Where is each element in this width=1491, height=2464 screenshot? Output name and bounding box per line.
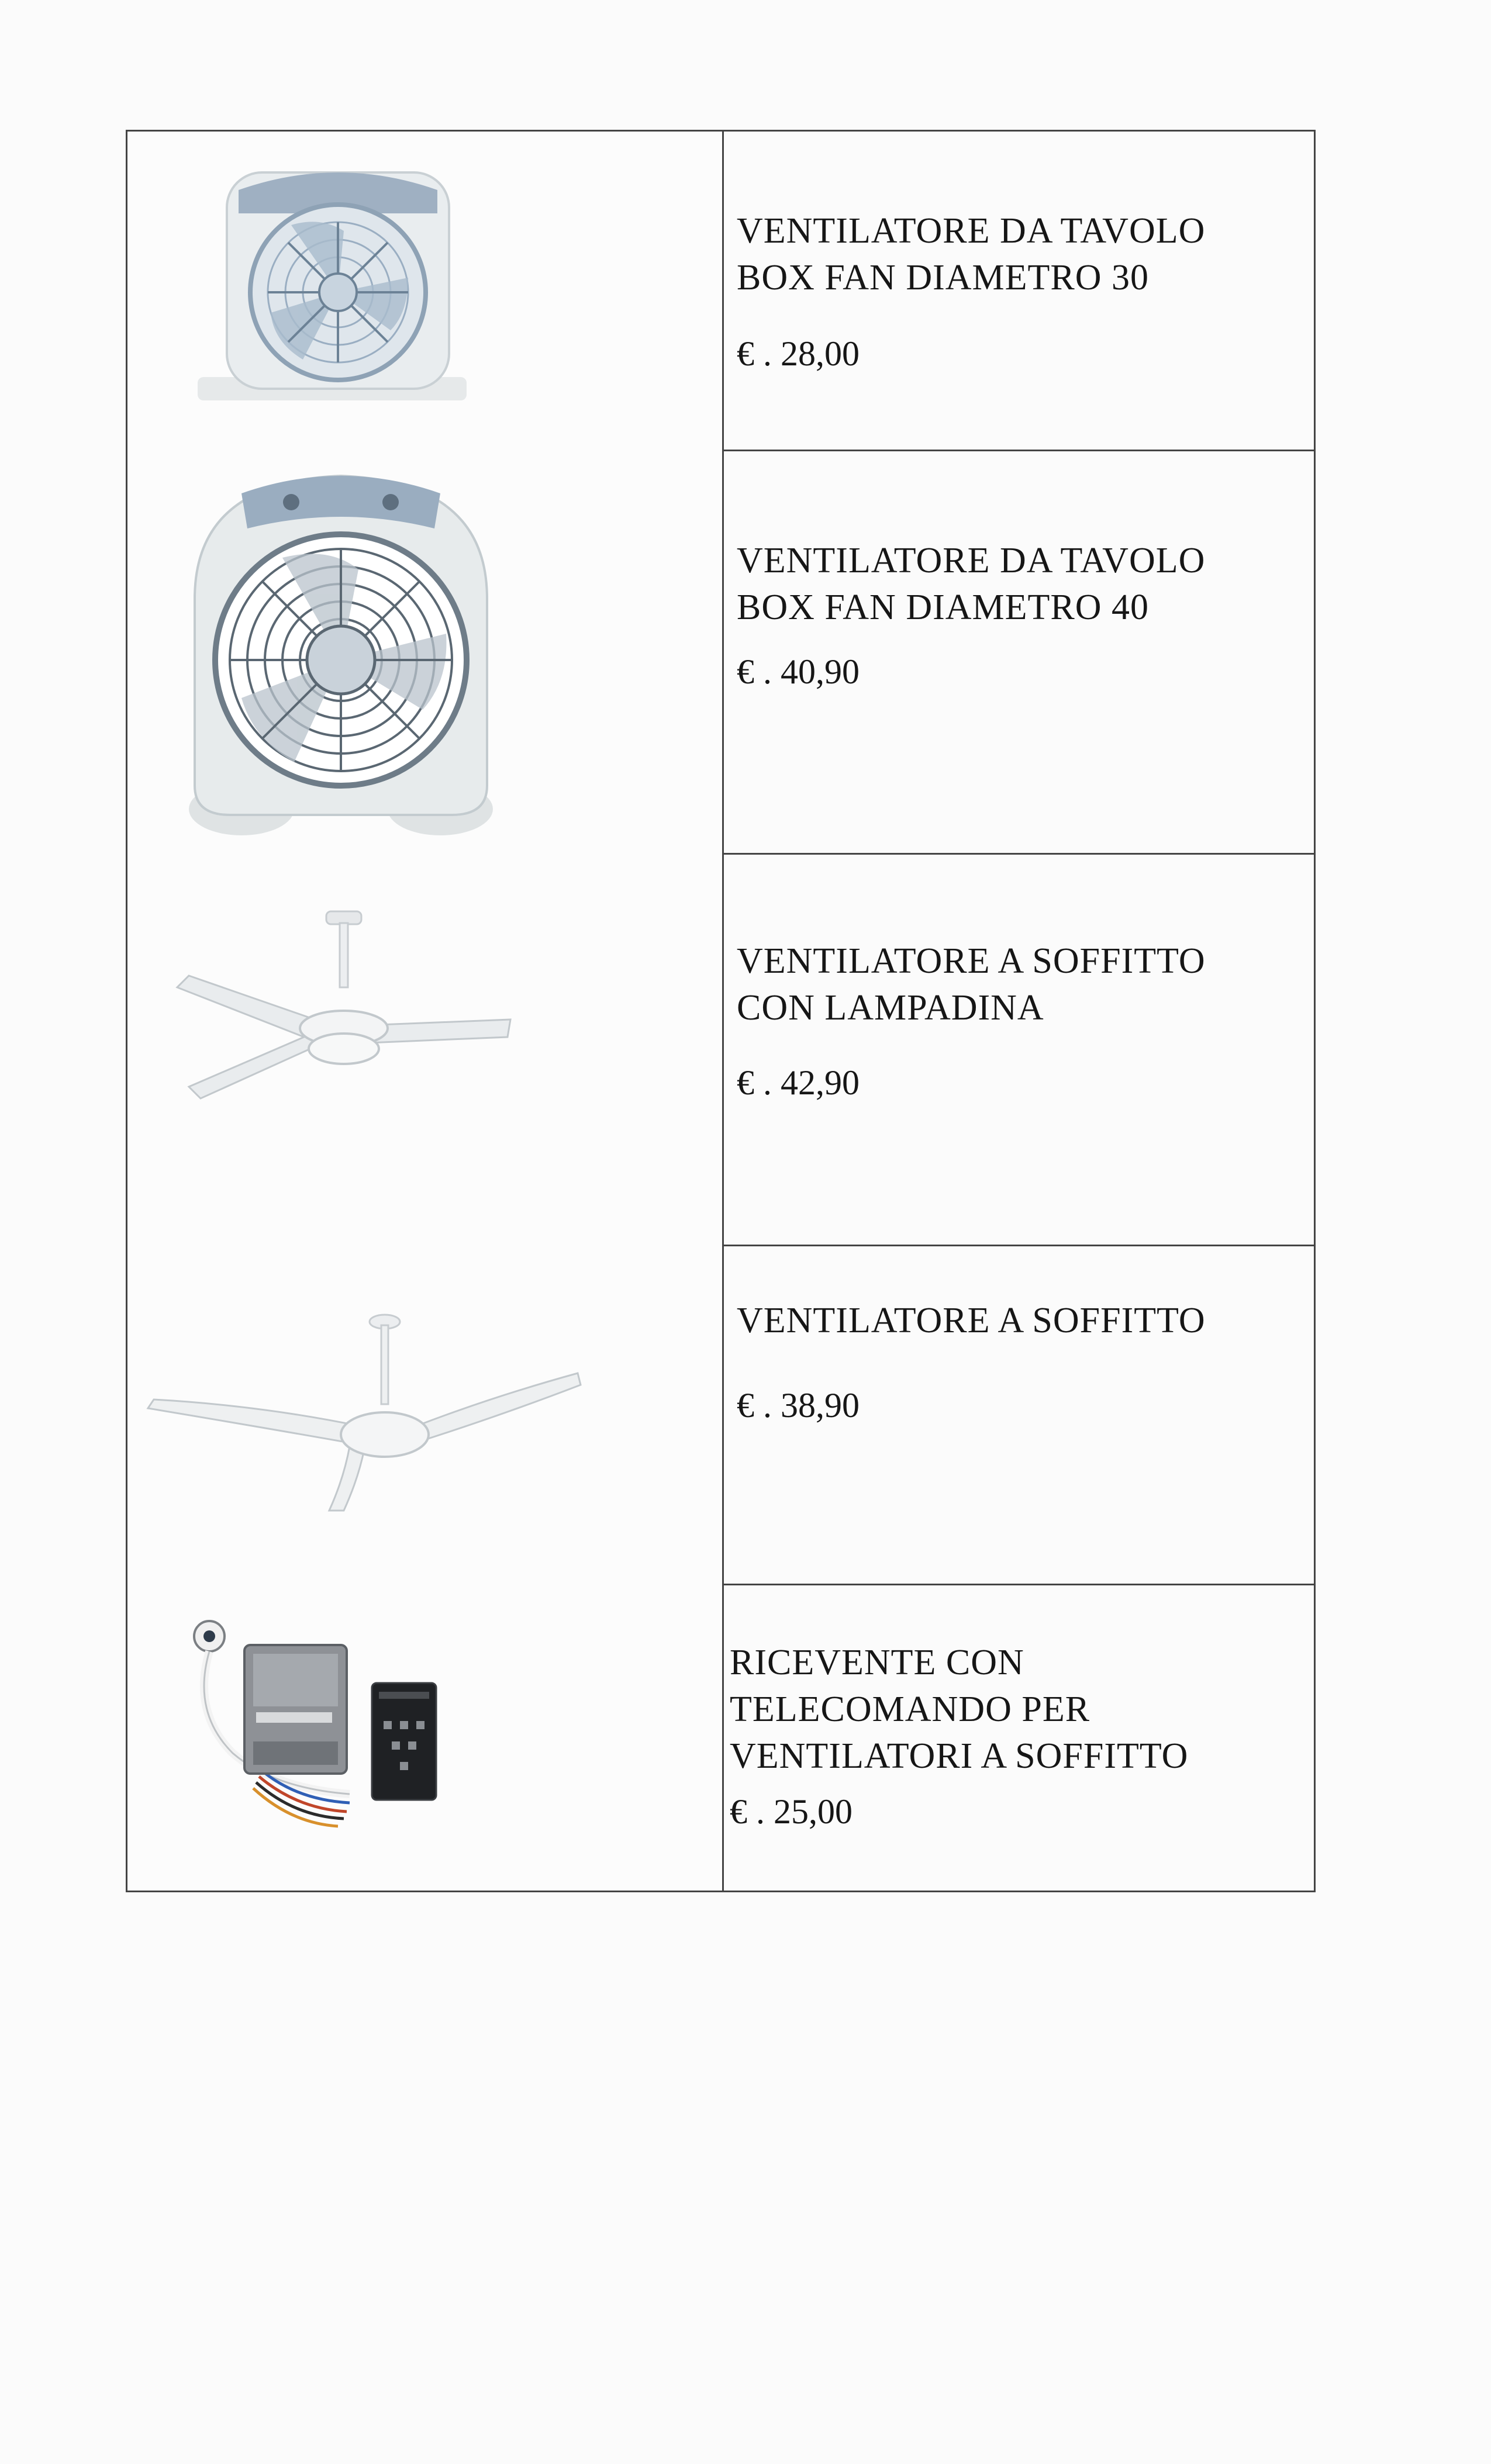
product-price: € . 38,90 xyxy=(737,1386,860,1425)
product-image-cell xyxy=(127,450,724,853)
product-price: € . 40,90 xyxy=(737,652,860,691)
product-image-cell xyxy=(127,132,724,450)
box-fan-icon xyxy=(160,458,522,838)
receiver-remote-icon xyxy=(157,1601,461,1847)
product-name: RICEVENTE CON TELECOMANDO PER VENTILATORI A SOFFITTO xyxy=(730,1643,1189,1776)
product-price: € . 25,00 xyxy=(730,1792,853,1831)
product-name: VENTILATORE DA TAVOLO BOX FAN DIAMETRO 40 xyxy=(737,541,1206,627)
product-name: VENTILATORE A SOFFITTO CON LAMPADINA xyxy=(737,941,1206,1028)
table-row xyxy=(126,1245,1316,1585)
table-row xyxy=(126,853,1316,1246)
product-name: VENTILATORE DA TAVOLO BOX FAN DIAMETRO 30 xyxy=(737,211,1206,298)
ceiling-fan-icon xyxy=(142,1309,586,1519)
product-image-cell xyxy=(127,1245,724,1584)
product-name: VENTILATORE A SOFFITTO xyxy=(737,1301,1206,1340)
product-info-cell xyxy=(724,132,1314,450)
product-info-cell xyxy=(724,1245,1314,1584)
ceiling-fan-with-light-icon xyxy=(165,906,540,1116)
box-fan-icon xyxy=(174,161,502,418)
table-row xyxy=(126,1584,1316,1892)
product-image-cell xyxy=(127,853,724,1245)
product-info-cell xyxy=(724,1584,1314,1891)
product-price: € . 42,90 xyxy=(737,1063,860,1102)
table-row xyxy=(126,450,1316,855)
product-info-cell xyxy=(724,853,1314,1245)
product-info-cell xyxy=(724,450,1314,853)
table-row xyxy=(126,130,1316,451)
product-image-cell xyxy=(127,1584,724,1891)
product-price: € . 28,00 xyxy=(737,334,860,373)
